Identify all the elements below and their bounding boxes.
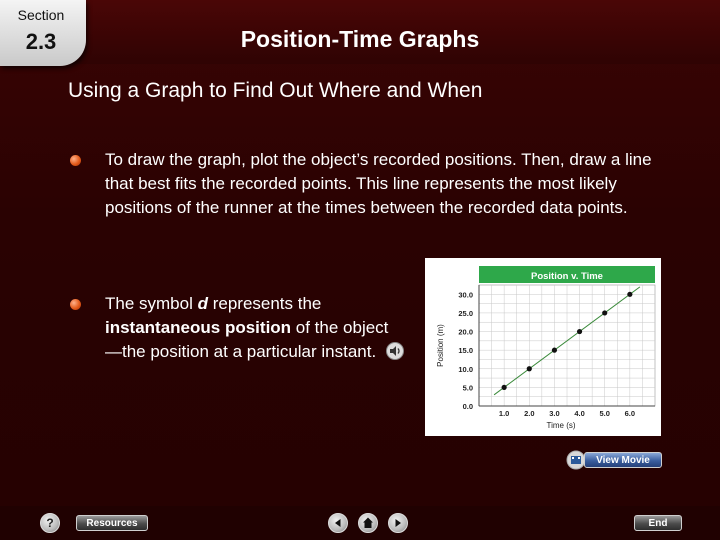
- section-tab: [0, 0, 86, 66]
- help-icon: ?: [46, 516, 54, 530]
- y-tick-label: 10.0: [458, 364, 473, 374]
- position-time-graph: [425, 258, 661, 436]
- y-axis-label: Position (m): [436, 324, 445, 367]
- y-tick-label: 15.0: [458, 346, 473, 356]
- x-tick-label: 6.0: [624, 409, 636, 418]
- bullet-text-1: To draw the graph, plot the object’s recorded positions. Then, draw a line that best fits the recorded points. This line represents the most likely positions of the runner at the times between the recorded data points.: [105, 150, 652, 217]
- end-button[interactable]: End: [634, 515, 682, 531]
- section-number: 2.3: [25, 29, 57, 54]
- home-button[interactable]: [358, 513, 378, 533]
- x-tick-label: 2.0: [524, 409, 535, 418]
- symbol-d: d: [197, 294, 208, 313]
- bullet-2-suffix: of the object—the position at a particular instant.: [105, 318, 389, 361]
- data-point: [602, 310, 607, 315]
- view-movie-button[interactable]: [566, 450, 662, 470]
- bullet-text-2: [105, 292, 405, 364]
- section-label: Section: [17, 7, 65, 23]
- y-tick-label: 20.0: [458, 327, 473, 337]
- back-button[interactable]: [328, 513, 348, 533]
- y-tick-label: 30.0: [458, 290, 473, 300]
- bullet-2-prefix: The symbol: [105, 294, 198, 313]
- x-tick-label: 4.0: [574, 409, 585, 418]
- data-point: [577, 329, 582, 334]
- bullet-2-mid: represents the: [207, 294, 322, 313]
- slide-subtitle: Using a Graph to Find Out Where and When: [68, 79, 483, 102]
- x-axis-label: Time (s): [546, 421, 576, 430]
- x-tick-label: 5.0: [599, 409, 610, 418]
- data-point: [627, 292, 632, 297]
- movie-icon: [566, 450, 586, 470]
- chart-title: Position v. Time: [531, 271, 603, 282]
- speaker-icon[interactable]: [385, 342, 405, 360]
- view-movie-label: View Movie: [584, 452, 662, 468]
- back-arrow-icon: [329, 514, 347, 532]
- help-button[interactable]: [40, 513, 60, 533]
- resources-button[interactable]: Resources: [76, 515, 148, 531]
- term-instantaneous-position: instantaneous position: [105, 318, 292, 337]
- x-tick-label: 3.0: [549, 409, 560, 418]
- forward-arrow-icon: [389, 514, 407, 532]
- y-tick-label: 5.0: [462, 383, 473, 393]
- data-point: [552, 348, 557, 353]
- forward-button[interactable]: [388, 513, 408, 533]
- data-point: [527, 366, 532, 371]
- chart-svg: [425, 258, 661, 436]
- y-tick-label: 0.0: [462, 402, 473, 411]
- data-point: [502, 385, 507, 390]
- x-tick-label: 1.0: [498, 409, 510, 418]
- y-tick-label: 25.0: [458, 308, 473, 318]
- slide-title: Position-Time Graphs: [240, 26, 480, 52]
- home-icon: [359, 514, 377, 532]
- bullet-dot-icon: [70, 155, 81, 166]
- bullet-dot-icon: [70, 299, 81, 310]
